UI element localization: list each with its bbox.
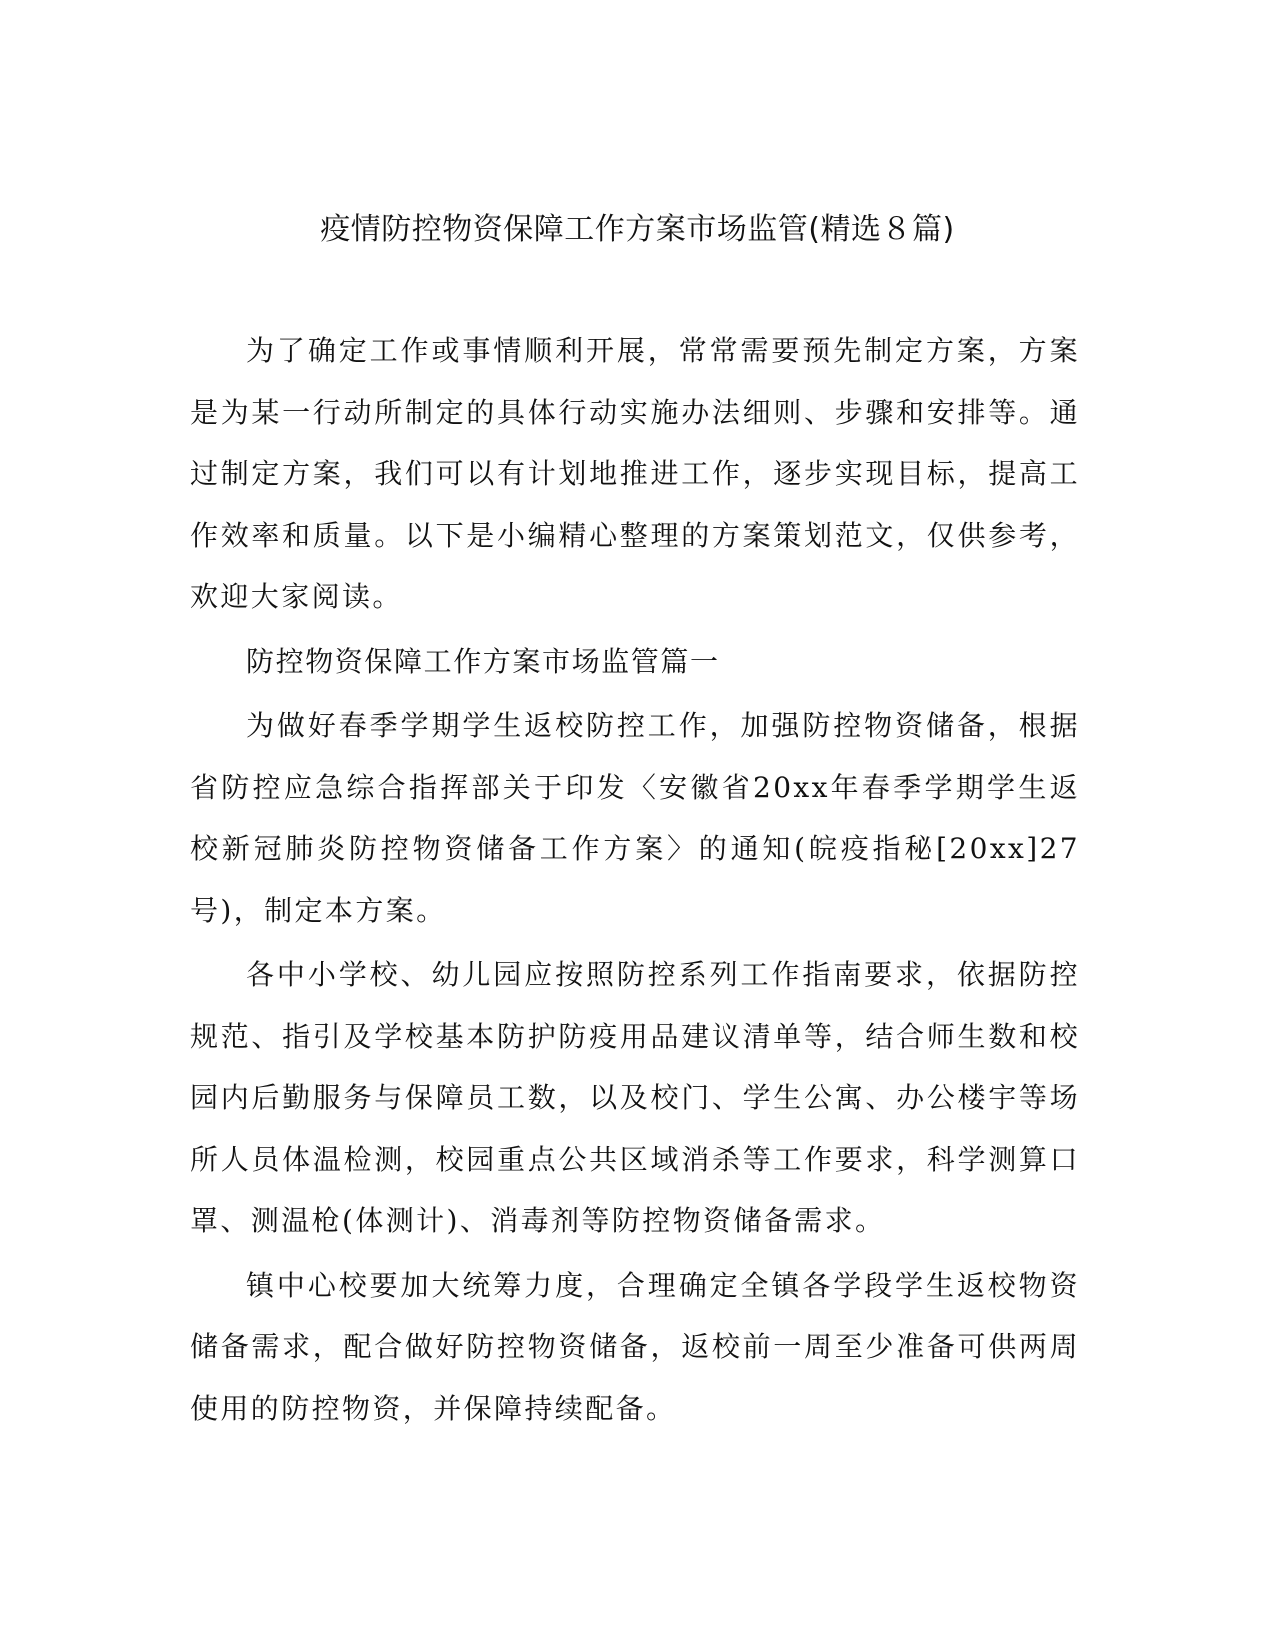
body-paragraph: 镇中心校要加大统筹力度，合理确定全镇各学段学生返校物资储备需求，配合做好防控物资储备，返校前一周至少准备可供两周使用的防控物资，并保障持续配备。 [190, 1268, 1080, 1425]
intro-paragraph: 为了确定工作或事情顺利开展，常常需要预先制定方案，方案是为某一行动所制定的具体行动实施办法细则、步骤和安排等。通过制定方案，我们可以有计划地推进工作，逐步实现目标，提高工作效率和质量。以下是小编精心整理的方案策划范文，仅供参考，欢迎大家阅读。 [190, 334, 1080, 613]
document-body [190, 320, 1080, 1442]
body-paragraph: 为做好春季学期学生返校防控工作，加强防控物资储备，根据省防控应急综合指挥部关于印发〈安徽省20xx年春季学期学生返校新冠肺炎防控物资储备工作方案〉的通知(皖疫指秘[20xx]27号)，制定本方案。 [190, 709, 1080, 927]
section-heading: 防控物资保障工作方案市场监管篇一 [246, 644, 720, 678]
body-paragraph: 各中小学校、幼儿园应按照防控系列工作指南要求，依据防控规范、指引及学校基本防护防疫用品建议清单等，结合师生数和校园内后勤服务与保障员工数，以及校门、学生公寓、办公楼宇等场所人员体温检测，校园重点公共区域消杀等工作要求，科学测算口罩、测温枪(体测计)、消毒剂等防控物资储备需求。 [190, 958, 1080, 1237]
document-title: 疫情防控物资保障工作方案市场监管(精选８篇) [320, 212, 955, 247]
